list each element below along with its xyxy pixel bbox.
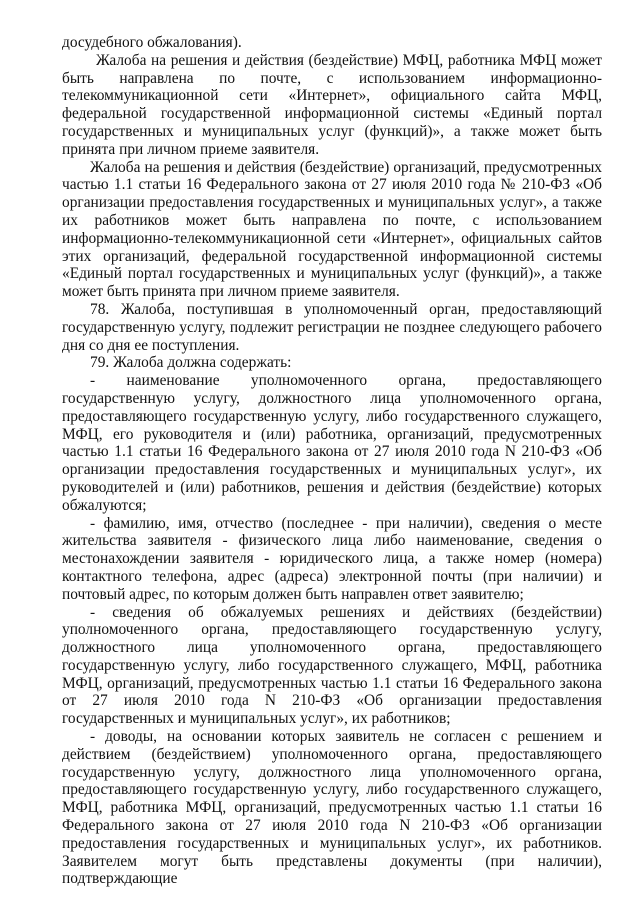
paragraph-78-registration: 78. Жалоба, поступившая в уполномоченный орган, предоставляющий государственную услугу, подлежит регистрации не позднее следующего рабочего дня со дня ее поступления.	[62, 300, 602, 354]
list-item-applicant-details: - фамилию, имя, отчество (последнее - при наличии), сведения о месте жительства заявителя - физического лица либо наименование, сведения о местонахождении заявителя - юридического лица, а также номер (номера) контактного телефона, адрес (адреса) электронной почты (при наличии) и почтовый адрес, по которым должен быть направлен ответ заявителю;	[62, 514, 602, 603]
list-item-arguments: - доводы, на основании которых заявитель не согласен с решением и действием (бездействием) уполномоченного органа, предоставляющего государственную услугу, должностного лица уполномоченного органа, предоставляющего государственную услугу, либо государственного служащего, МФЦ, работника МФЦ, организаций, предусмотренных частью 1.1 статьи 16 Федерального закона от 27 июля 2010 года N 210-ФЗ «Об организации предоставления государственных и муниципальных услуг», их работников. Заявителем могут быть представлены документы (при наличии), подтверждающие	[62, 728, 602, 888]
document-page	[62, 34, 602, 888]
paragraph-continuation: досудебного обжалования).	[62, 34, 242, 51]
list-item-appealed-decisions: - сведения об обжалуемых решениях и действиях (бездействии) уполномоченного органа, предоставляющего государственную услугу, должностного лица уполномоченного органа, предоставляющего государственную услугу, либо государственного служащего, МФЦ, работника МФЦ, организаций, предусмотренных частью 1.1 статьи 16 Федерального закона от 27 июля 2010 года N 210-ФЗ «Об организации предоставления государственных и муниципальных услуг», их работников;	[62, 603, 602, 728]
paragraph-mfc-complaint: Жалоба на решения и действия (бездействие) МФЦ, работника МФЦ может быть направлена по почте, с использованием информационно-телекоммуникационной сети «Интернет», официального сайта МФЦ, федеральной государственной информационной системы «Единый портал государственных и муниципальных услуг (функций)», а также может быть принята при личном приеме заявителя.	[62, 51, 602, 158]
paragraph-79-heading: 79. Жалоба должна содержать:	[90, 354, 292, 372]
list-item-authority-name: - наименование уполномоченного органа, предоставляющего государственную услугу, должностного лица уполномоченного органа, предоставляющего государственную услугу, либо государственного служащего, МФЦ, его руководителя и (или) работника, организаций, предусмотренных частью 1.1 статьи 16 Федерального закона от 27 июля 2010 года N 210-ФЗ «Об организации предоставления государственных и муниципальных услуг», их руководителей и (или) работников, решения и действия (бездействие) которых обжалуются;	[62, 372, 602, 514]
paragraph-organizations-complaint: Жалоба на решения и действия (бездействие) организаций, предусмотренных частью 1.1 статьи 16 Федерального закона от 27 июля 2010 года № 210-ФЗ «Об организации предоставления государственных и муниципальных услуг», а также их работников может быть направлена по почте, с использованием информационно-телекоммуникационной сети «Интернет», официальных сайтов этих организаций, федеральной государственной информационной системы «Единый портал государственных и муниципальных услуг (функций)», а также может быть принята при личном приеме заявителя.	[62, 158, 602, 301]
